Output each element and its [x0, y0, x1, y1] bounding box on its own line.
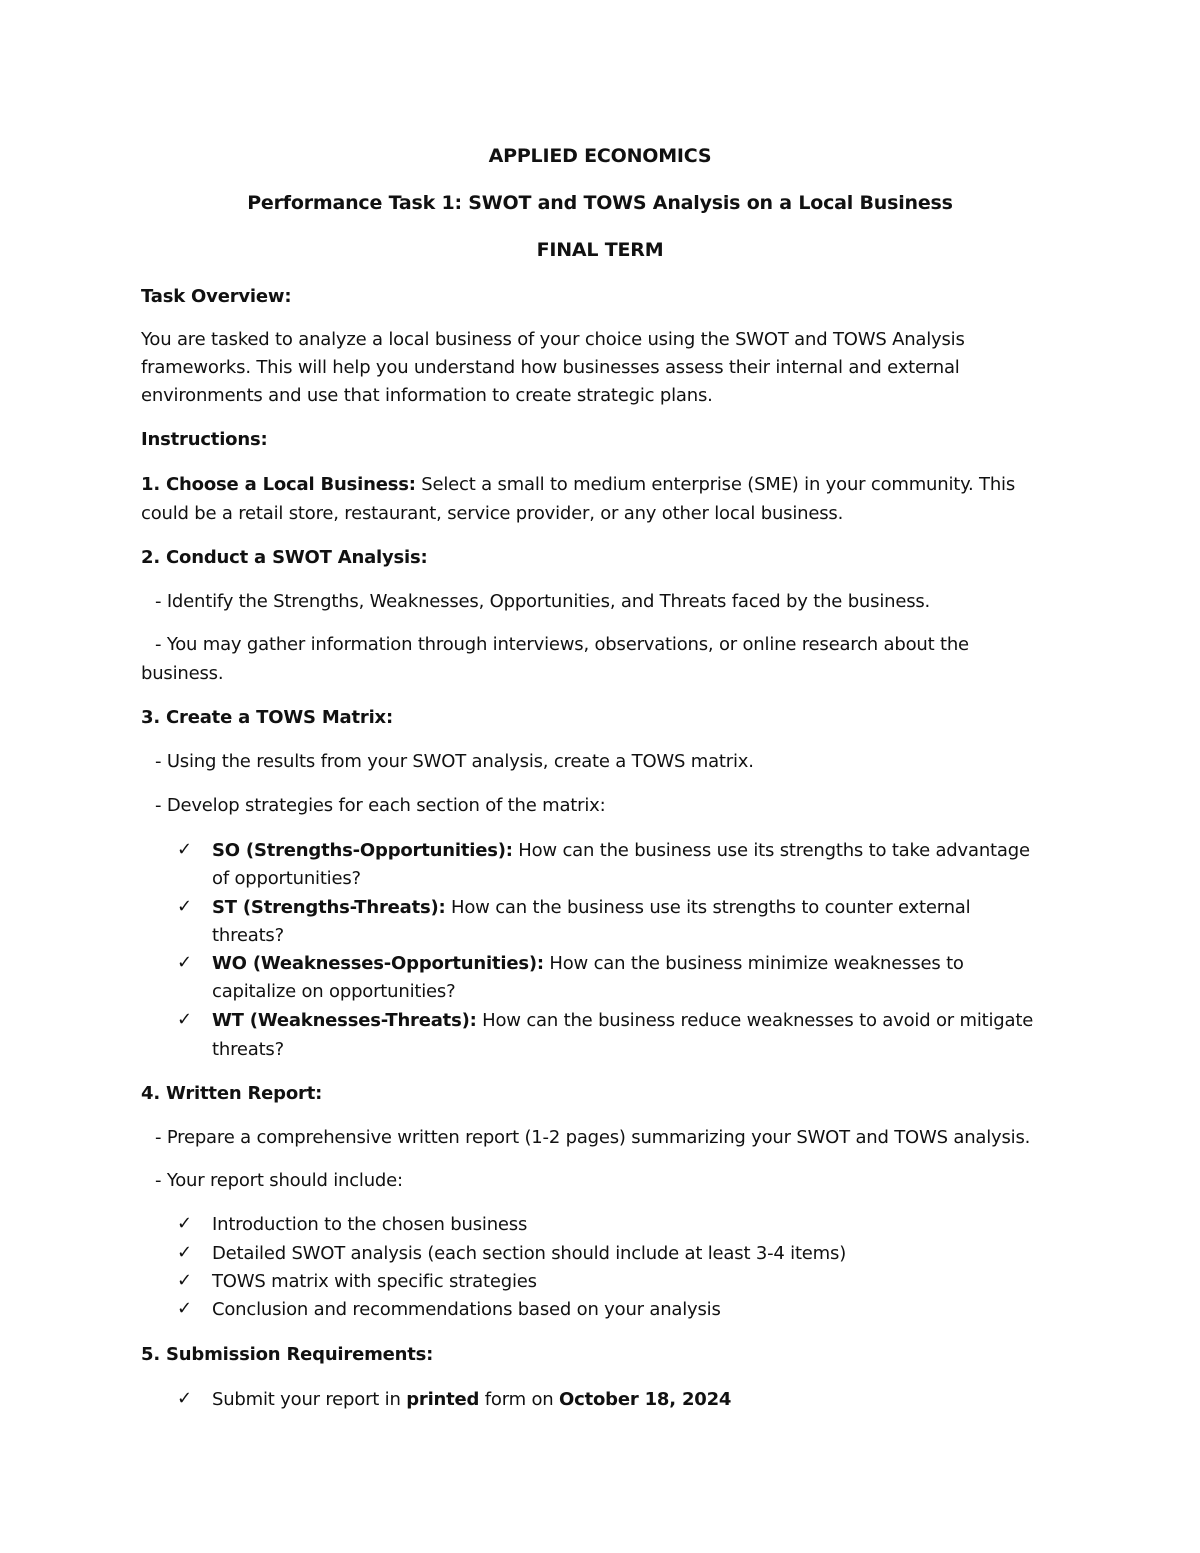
so-line-1 [212, 839, 1030, 863]
step4-bullet-2: - Your report should include: [155, 1170, 403, 1191]
checkmark-icon: ✓ [177, 952, 192, 973]
so-label: SO (Strengths-Opportunities): [212, 840, 513, 861]
checkmark-icon: ✓ [177, 1388, 192, 1409]
checkmark-icon: ✓ [177, 1298, 192, 1319]
submission-date: October 18, 2024 [559, 1389, 732, 1410]
wt-label: WT (Weaknesses-Threats): [212, 1010, 477, 1031]
checkmark-icon: ✓ [177, 896, 192, 917]
so-text: How can the business use its strengths to take advantage [512, 840, 1030, 861]
wt-line-1 [212, 1009, 1033, 1033]
step1-line-2: could be a retail store, restaurant, service provider, or any other local business. [141, 503, 844, 524]
overview-line-1: You are tasked to analyze a local business of your choice using the SWOT and TOWS Analysis [141, 329, 965, 350]
wo-line-2: capitalize on opportunities? [212, 981, 456, 1002]
st-line-1 [212, 896, 970, 920]
report-item-1: Introduction to the chosen business [212, 1214, 528, 1235]
step1-line-1 [141, 473, 1015, 497]
overview-line-2: frameworks. This will help you understand how businesses assess their internal and external [141, 357, 960, 378]
step1-label: 1. Choose a Local Business: [141, 474, 416, 495]
step2-label: 2. Conduct a SWOT Analysis: [141, 547, 428, 568]
submission-line [212, 1388, 731, 1412]
checkmark-icon: ✓ [177, 839, 192, 860]
step4-bullet-1: - Prepare a comprehensive written report (1-2 pages) summarizing your SWOT and TOWS analysis. [155, 1127, 1031, 1148]
st-line-2: threats? [212, 925, 284, 946]
checkmark-icon: ✓ [177, 1242, 192, 1263]
st-text: How can the business use its strengths to counter external [445, 897, 971, 918]
report-item-4: Conclusion and recommendations based on your analysis [212, 1299, 721, 1320]
checkmark-icon: ✓ [177, 1009, 192, 1030]
step3-bullet-1: - Using the results from your SWOT analysis, create a TOWS matrix. [155, 751, 754, 772]
task-title: Performance Task 1: SWOT and TOWS Analysis on a Local Business [247, 192, 953, 214]
checkmark-icon: ✓ [177, 1270, 192, 1291]
wt-text: How can the business reduce weaknesses to avoid or mitigate [476, 1010, 1034, 1031]
checkmark-icon: ✓ [177, 1213, 192, 1234]
instructions-heading: Instructions: [141, 429, 268, 450]
report-item-2: Detailed SWOT analysis (each section should include at least 3-4 items) [212, 1243, 847, 1264]
wo-line-1 [212, 952, 964, 976]
wo-label: WO (Weaknesses-Opportunities): [212, 953, 544, 974]
subject-title: APPLIED ECONOMICS [488, 145, 712, 167]
step2-bullet-1: - Identify the Strengths, Weaknesses, Opportunities, and Threats faced by the business. [155, 591, 931, 612]
step3-bullet-2: - Develop strategies for each section of the matrix: [155, 795, 606, 816]
step2-bullet-2: - You may gather information through interviews, observations, or online research about the [155, 634, 969, 655]
step3-label: 3. Create a TOWS Matrix: [141, 707, 393, 728]
step5-label: 5. Submission Requirements: [141, 1344, 434, 1365]
wo-text: How can the business minimize weaknesses to [543, 953, 964, 974]
overview-line-3: environments and use that information to create strategic plans. [141, 385, 713, 406]
overview-heading: Task Overview: [141, 286, 292, 307]
st-label: ST (Strengths-Threats): [212, 897, 446, 918]
report-item-3: TOWS matrix with specific strategies [212, 1271, 537, 1292]
submission-text-a: Submit your report in [212, 1389, 407, 1410]
step4-label: 4. Written Report: [141, 1083, 323, 1104]
submission-printed: printed [406, 1389, 480, 1410]
step1-text: Select a small to medium enterprise (SME) in your community. This [415, 474, 1016, 495]
wt-line-2: threats? [212, 1039, 284, 1060]
step2-bullet-2-cont: business. [141, 663, 224, 684]
so-line-2: of opportunities? [212, 868, 361, 889]
submission-text-c: form on [479, 1389, 560, 1410]
term-title: FINAL TERM [536, 239, 664, 261]
